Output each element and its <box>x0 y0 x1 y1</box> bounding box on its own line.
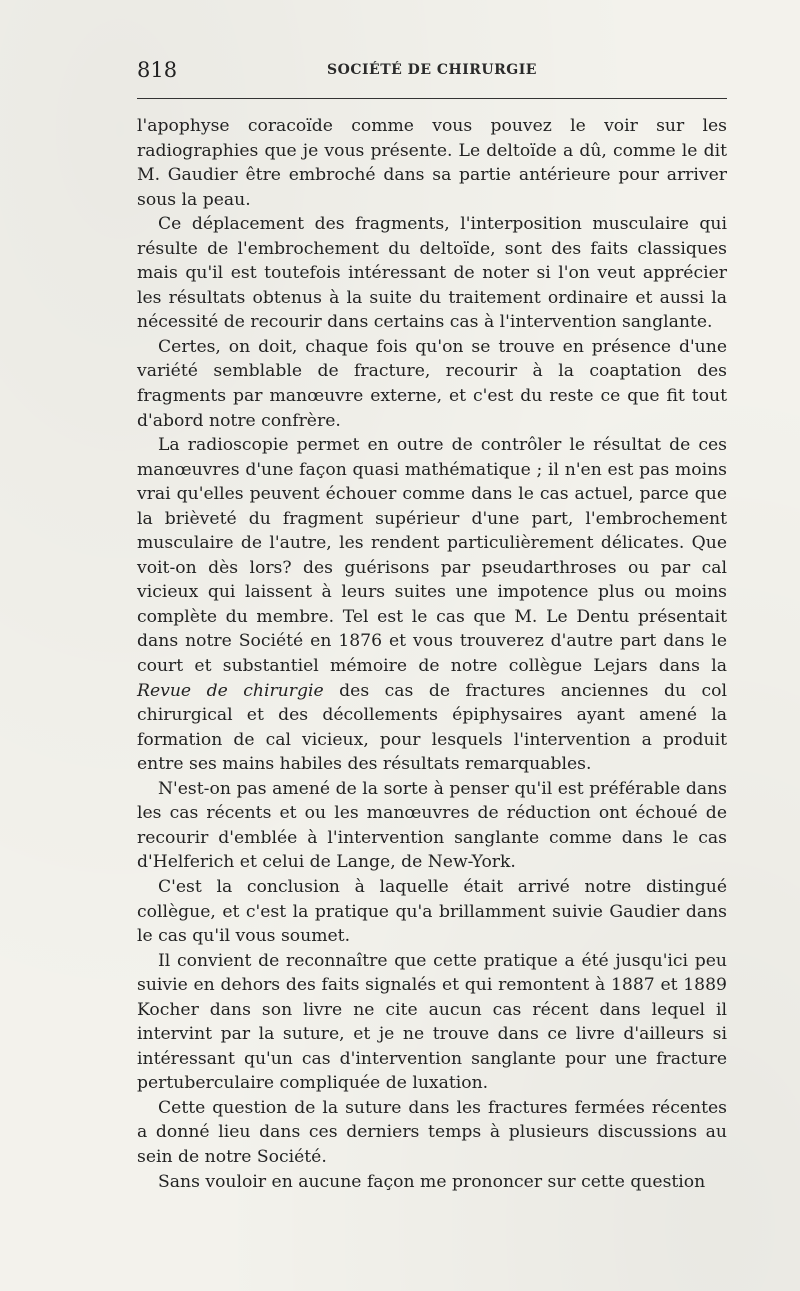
paragraph: C'est la conclusion à laquelle était arrivé notre distingué collègue, et c'est la pratique qu'a brillamment suivie Gaudier dans le cas qu'il vous soumet. <box>137 876 727 947</box>
running-title: SOCIÉTÉ DE CHIRURGIE <box>327 62 537 78</box>
paragraph: Sans vouloir en aucune façon me prononcer sur cette question <box>158 1171 706 1192</box>
paragraph: Certes, on doit, chaque fois qu'on se trouve en présence d'une variété semblable de fracture, recourir à la coaptation des fragments par manœuvre externe, et c'est du reste ce que fit tout d'abord notre confrère. <box>137 336 727 431</box>
paragraph: Cette question de la suture dans les fractures fermées récentes a donné lieu dans ces derniers temps à plusieurs discussions au sein de notre Société. <box>137 1097 727 1167</box>
header-rule <box>137 98 727 99</box>
body-text <box>137 114 727 1194</box>
page-header <box>137 58 727 88</box>
paragraph: Ce déplacement des fragments, l'interposition musculaire qui résulte de l'embrochement du deltoïde, sont des faits classiques mais qu'il est toutefois intéressant de noter si l'on veut apprécier les résultats obtenus à la suite du traitement ordinaire et aussi la nécessité de recourir dans certains cas à l'intervention sanglante. <box>137 214 727 333</box>
paragraph-text: La radioscopie permet en outre de contrôler le résultat de ces manœuvres d'une façon quasi mathématique ; il n'en est pas moins vrai qu'elles peuvent échouer comme dans le cas actuel, parce que la brièveté du fragment supérieur d'une part, l'embrochement musculaire de l'autre, les rendent particulièrement délicates. Que voit-on dès lors? des guérisons par pseudarthroses ou par cal vicieux qui laissent à leurs suites une impotence plus ou moins complète du membre. Tel est le cas que M. Le Dentu présentait dans notre Société en 1876 et vous trouverez d'autre part dans le court et substantiel mémoire de notre collègue Lejars dans la <box>137 435 727 677</box>
paragraph-text: des cas de fractures anciennes du col chirurgical et des décollements épiphysaires ayant amené la formation de cal vicieux, pour lesquels l'intervention a produit entre ses mains habiles des résultats remarquables. <box>137 680 728 775</box>
paragraph: l'apophyse coracoïde comme vous pouvez le voir sur les radiographies que je vous présente. Le deltoïde a dû, comme le dit M. Gaudier être embroché dans sa partie antérieure pour arriver sous la peau. <box>137 116 727 210</box>
paragraph: Il convient de reconnaître que cette pratique a été jusqu'ici peu suivie en dehors des faits signalés et qui remontent à 1887 et 1889 Kocher dans son livre ne cite aucun cas récent dans lequel il intervint par la suture, et je ne trouve dans ce livre d'ailleurs si intéressant qu'un cas d'intervention sanglante pour une fracture pertuberculaire compliquée de luxation. <box>137 950 727 1094</box>
paragraph: N'est-on pas amené de la sorte à penser qu'il est préférable dans les cas récents et ou les manœuvres de réduction ont échoué de recourir d'emblée à l'intervention sanglante comme dans le cas d'Helferich et celui de Lange, de New-York. <box>137 778 727 873</box>
paragraph <box>137 433 727 777</box>
page-number: 818 <box>137 58 178 82</box>
journal-title: Revue de chirurgie <box>137 680 324 701</box>
